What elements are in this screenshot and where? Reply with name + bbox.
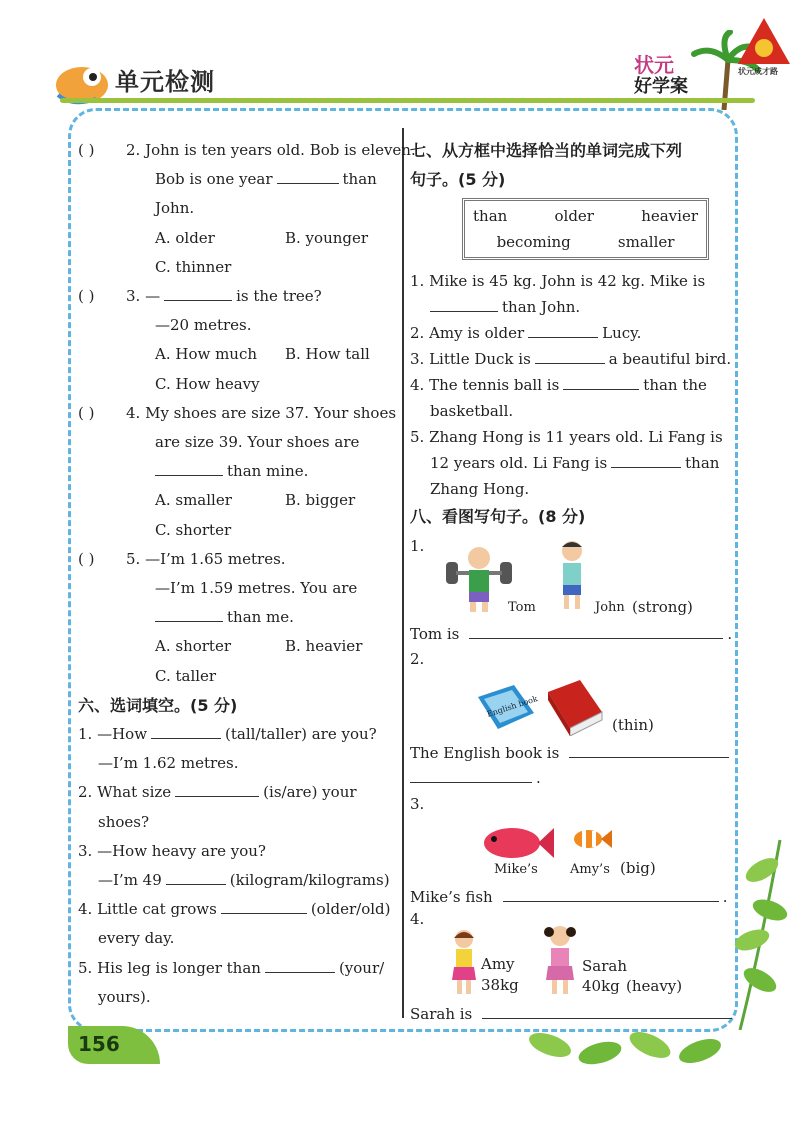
s8-item2-prefix: The English book is [410, 744, 560, 762]
word-option: heavier [641, 207, 698, 226]
s8-item4-prefix: Sarah is [410, 1005, 473, 1023]
s7-item4: than the [643, 376, 707, 395]
s6-item4: 4. Little cat grows [78, 900, 217, 919]
q3-text: —20 metres. [155, 316, 252, 335]
word-box [462, 198, 709, 260]
s8-item2-line2 [410, 766, 541, 787]
english-book-label: English book [485, 694, 539, 719]
s8-item3-number: 3. [410, 795, 425, 813]
s8-item3-prefix: Mike’s fish [410, 888, 493, 906]
s7-item5: than [685, 454, 720, 473]
hint-thin: (thin) [612, 716, 654, 734]
page-title: 单元检测 [115, 68, 215, 96]
answer-blank[interactable] [611, 451, 681, 468]
right-column [410, 136, 732, 561]
s6-item4: every day. [98, 929, 175, 948]
q4-text: are size 39. Your shoes are [155, 433, 360, 452]
q2-text: 2. John is ten years old. Bob is eleven. [126, 141, 416, 159]
s6-item3: —I’m 49 [98, 871, 162, 890]
s6-item1: 1. —How [78, 725, 148, 744]
s6-item5: (your/ [338, 958, 385, 977]
option-c: C. shorter [155, 520, 232, 539]
word-option: than [473, 207, 508, 226]
s6-item2: 2. What size [78, 783, 172, 802]
answer-blank[interactable] [410, 766, 532, 783]
leaves-decoration-icon [700, 830, 790, 1030]
option-b: B. How tall [285, 345, 370, 364]
s7-item1: than John. [502, 298, 581, 317]
s8-item1-line [410, 622, 732, 643]
sarah-girl-illustration [540, 924, 580, 998]
q4-text: than mine. [227, 462, 309, 481]
s6-item2: (is/are) your [263, 783, 357, 802]
answer-blank[interactable] [503, 885, 719, 902]
q3-text: is the tree? [236, 287, 322, 306]
s6-item1: —I’m 1.62 metres. [98, 754, 239, 773]
answer-blank[interactable] [277, 167, 339, 184]
answer-blank[interactable] [164, 284, 232, 301]
s7-item3: 3. Little Duck is [410, 350, 531, 369]
answer-paren[interactable]: ( ) [78, 549, 95, 568]
answer-blank[interactable] [175, 780, 259, 797]
thick-book-illustration [544, 678, 606, 736]
tom-weightlifting-illustration [444, 540, 514, 615]
s6-item1: (tall/taller) are you? [225, 725, 377, 744]
answer-blank[interactable] [166, 868, 226, 885]
q5-text: than me. [227, 608, 294, 627]
hint-heavy: (heavy) [626, 977, 683, 995]
section7-title: 七、从方框中选择恰当的单词完成下列 [410, 141, 683, 160]
q2-text: John. [155, 199, 195, 218]
section7-title: 句子。(5 分) [410, 170, 506, 190]
q2-text: Bob is one year [155, 170, 273, 189]
header-rule [60, 98, 755, 103]
amy-girl-illustration [448, 928, 480, 998]
s8-item3-line [410, 885, 728, 906]
answer-blank[interactable] [151, 722, 221, 739]
logo-top: 状元 [634, 53, 674, 77]
hint-strong: (strong) [632, 598, 693, 616]
answer-paren[interactable]: ( ) [78, 287, 95, 306]
john-label: John [595, 600, 625, 615]
answer-blank[interactable] [528, 321, 598, 338]
answer-blank[interactable] [155, 605, 223, 622]
tom-label: Tom [508, 600, 536, 615]
sarah-label: Sarah [582, 957, 627, 975]
answer-blank[interactable] [430, 295, 498, 312]
answer-blank[interactable] [155, 459, 223, 476]
s7-item4: 4. The tennis ball is [410, 376, 560, 395]
option-a: A. shorter [155, 637, 232, 656]
option-a: A. How much [155, 345, 258, 364]
left-column [78, 136, 416, 1012]
brand-logo [634, 54, 688, 98]
s6-item2: shoes? [98, 812, 150, 831]
section6-title: 六、选词填空。(5 分) [78, 695, 238, 715]
hint-big: (big) [620, 859, 656, 877]
q5-text: 5. —I’m 1.65 metres. [126, 549, 286, 568]
s7-item2: Lucy. [602, 324, 642, 343]
answer-paren[interactable]: ( ) [78, 403, 95, 422]
option-b: B. heavier [285, 637, 363, 656]
option-c: C. taller [155, 666, 217, 685]
option-b: B. younger [285, 228, 369, 247]
answer-blank[interactable] [265, 956, 335, 973]
word-option: older [554, 207, 594, 226]
option-c: C. thinner [155, 257, 232, 276]
s7-item1: 1. Mike is 45 kg. John is 42 kg. Mike is [410, 272, 706, 291]
s8-item1-prefix: Tom is [410, 625, 460, 643]
option-a: A. older [155, 228, 215, 247]
q4-text: 4. My shoes are size 37. Your shoes [126, 403, 397, 422]
answer-paren[interactable]: ( ) [78, 141, 95, 159]
s7-item4: basketball. [430, 402, 514, 421]
period: . [536, 769, 541, 787]
s8-item2-line [410, 741, 733, 762]
word-option: becoming [496, 233, 571, 252]
q5-text: —I’m 1.59 metres. You are [155, 579, 358, 598]
column-divider [402, 128, 404, 1018]
s7-item5: 12 years old. Li Fang is [430, 454, 608, 473]
answer-blank[interactable] [535, 347, 605, 364]
badge-icon [736, 16, 792, 68]
section8-title: 八、看图写句子。(8 分) [410, 507, 586, 527]
option-c: C. How heavy [155, 374, 260, 393]
s6-item4: (older/old) [310, 900, 391, 919]
s7-item2: 2. Amy is older [410, 324, 525, 343]
s6-item3: 3. —How heavy are you? [78, 841, 266, 860]
s6-item5: 5. His leg is longer than [78, 958, 261, 977]
bottom-leaves-icon [520, 1015, 740, 1075]
s7-item5: Zhang Hong. [430, 480, 530, 499]
amys-label: Amy’s [570, 862, 610, 877]
option-b: B. bigger [285, 491, 356, 510]
q3-text: 3. — [126, 287, 161, 306]
badge-text: 状元成才路 [738, 67, 778, 76]
answer-blank[interactable] [469, 622, 723, 639]
amy-weight: 38kg [481, 976, 519, 994]
john-illustration [552, 537, 592, 615]
logo-bottom: 好学案 [634, 76, 688, 97]
s6-item3: (kilogram/kilograms) [229, 871, 390, 890]
s8-item2-number: 2. [410, 650, 425, 668]
sarah-weight: 40kg [582, 977, 620, 995]
page-number: 156 [78, 1032, 120, 1056]
amy-label: Amy [481, 955, 515, 973]
s6-item5: yours). [98, 987, 151, 1006]
period: . [727, 625, 733, 643]
option-a: A. smaller [155, 491, 232, 510]
period: . [722, 888, 728, 906]
s7-item5: 5. Zhang Hong is 11 years old. Li Fang is [410, 428, 723, 447]
s8-item4-number: 4. [410, 910, 425, 928]
answer-blank[interactable] [563, 373, 639, 390]
s8-item1-number: 1. [410, 536, 425, 555]
s7-item3: a beautiful bird. [608, 350, 732, 369]
answer-blank[interactable] [569, 741, 729, 758]
q2-text: than [342, 170, 377, 189]
amys-fish-illustration [570, 826, 614, 852]
word-option: smaller [617, 233, 675, 252]
answer-blank[interactable] [221, 897, 307, 914]
mikes-fish-illustration [478, 822, 556, 864]
mikes-label: Mike’s [494, 862, 538, 877]
